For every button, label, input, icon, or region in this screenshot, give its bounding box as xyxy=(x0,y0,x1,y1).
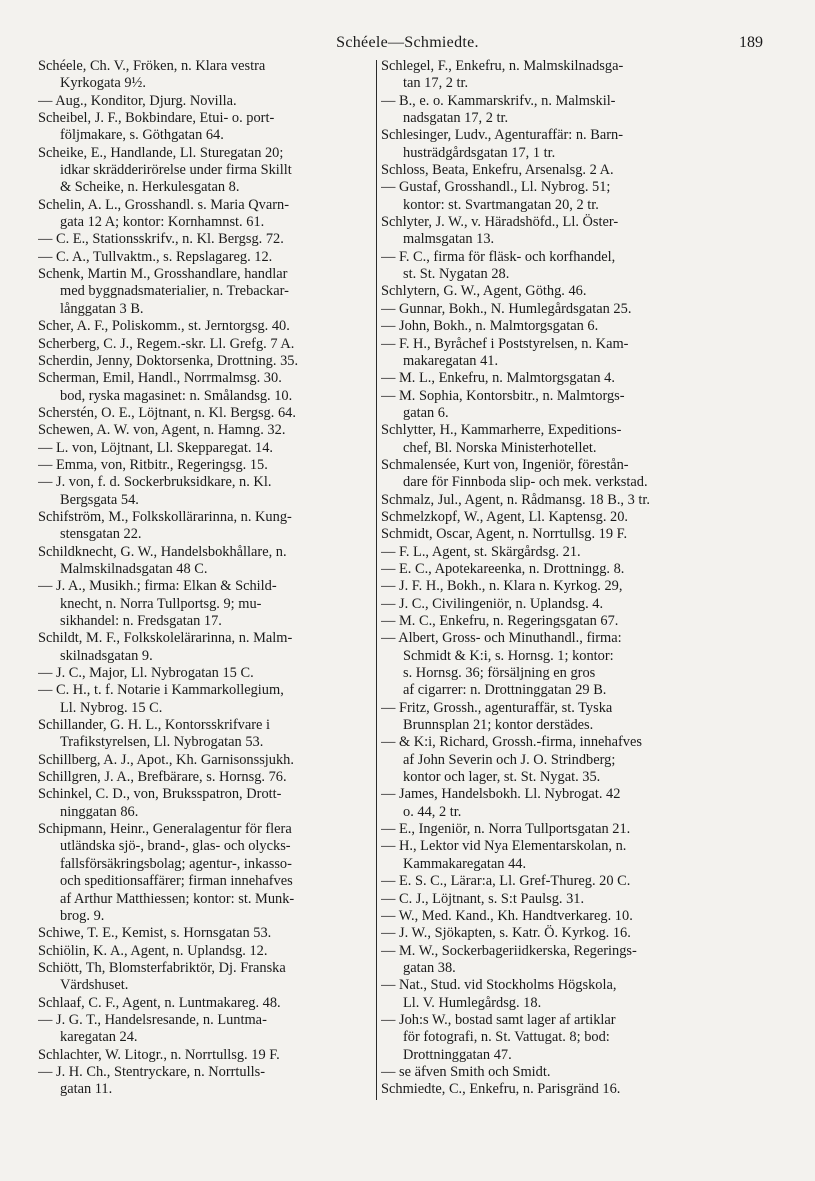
entry-line: — Aug., Konditor, Djurg. Novilla. xyxy=(38,92,237,109)
entry-line: nadsgatan 17, 2 tr. xyxy=(403,110,509,127)
entry-line: Scheibel, J. F., Bokbindare, Etui- o. port- xyxy=(38,110,275,127)
entry-line: — John, Bokh., n. Malmtorgsgatan 6. xyxy=(381,318,599,335)
entry-line: Schlegel, F., Enkefru, n. Malmskilnadsga- xyxy=(381,58,624,74)
entry-line: Värdshuset. xyxy=(60,977,129,994)
entry-line: Bergsgata 54. xyxy=(60,491,139,508)
entry-line: Schloss, Beata, Enkefru, Arsenalsg. 2 A. xyxy=(381,162,614,179)
entry-line: Schmidt, Oscar, Agent, n. Norrtullsg. 19 F. xyxy=(381,526,628,543)
entry-line: Schmalensée, Kurt von, Ingeniör, förestån- xyxy=(381,456,629,473)
entry-line: Schlesinger, Ludv., Agenturaffär: n. Barn- xyxy=(381,127,623,144)
entry-line: — J. A., Musikh.; firma: Elkan & Schild- xyxy=(38,578,277,595)
entry-line: bod, ryska magasinet: n. Smålandsg. 10. xyxy=(60,387,293,404)
entry-line: Kammakaregatan 44. xyxy=(403,855,527,872)
entry-line: — J. von, f. d. Sockerbruksidkare, n. Kl. xyxy=(38,474,272,491)
entry-line: gatan 11. xyxy=(60,1081,113,1098)
entry-line: — J. W., Sjökapten, s. Katr. Ö. Kyrkog. 16. xyxy=(381,925,631,942)
entry-line: — M. C., Enkefru, n. Regeringsgatan 67. xyxy=(381,613,619,629)
entry-line: — L. von, Löjtnant, Ll. Skepparegat. 14. xyxy=(38,439,274,456)
entry-line: följmakare, s. Göthgatan 64. xyxy=(60,127,224,144)
entry-line: fallsförsäkringsbolag; agentur-, inkasso- xyxy=(60,855,292,872)
entry-line: för fotografi, n. St. Vattugat. 8; bod: xyxy=(403,1029,610,1046)
entry-line: — Nat., Stud. vid Stockholms Högskola, xyxy=(381,977,617,994)
entry-line: Scherstén, O. E., Löjtnant, n. Kl. Bergsg. 64. xyxy=(38,404,296,421)
entry-line: — J. C., Civilingeniör, n. Uplandsg. 4. xyxy=(381,595,604,612)
entry-line: — Joh:s W., bostad samt lager af artiklar xyxy=(381,1011,616,1028)
entry-line: Schmalz, Jul., Agent, n. Rådmansg. 18 B., 3 tr. xyxy=(381,491,651,508)
entry-line: Scher, A. F., Poliskomm., st. Jerntorgsg. 40. xyxy=(38,318,290,335)
entry-line: — E., Ingeniör, n. Norra Tullportsgatan 21. xyxy=(381,821,631,838)
entry-line: Scherberg, C. J., Regem.-skr. Ll. Grefg. 7 A. xyxy=(38,335,295,352)
entry-line: Malmskilnadsgatan 48 C. xyxy=(60,560,208,577)
entry-line: — J. F. H., Bokh., n. Klara n. Kyrkog. 29, xyxy=(381,578,623,595)
entry-line: — M. L., Enkefru, n. Malmtorgsgatan 4. xyxy=(381,370,615,387)
entry-line: gatan 6. xyxy=(403,404,449,421)
entry-line: — J. C., Major, Ll. Nybrogatan 15 C. xyxy=(38,665,254,682)
entry-line: Schiött, Th, Blomsterfabriktör, Dj. Franska xyxy=(38,959,286,976)
entry-line: — & K:i, Richard, Grossh.-firma, innehafves xyxy=(381,734,642,751)
entry-line: — M. Sophia, Kontorsbitr., n. Malmtorgs- xyxy=(381,387,625,404)
entry-line: gatan 38. xyxy=(403,959,456,976)
entry-line: Trafikstyrelsen, Ll. Nybrogatan 53. xyxy=(60,734,264,751)
entry-line: Schlaaf, C. F., Agent, n. Luntmakareg. 48. xyxy=(38,994,281,1011)
entry-line: med byggnadsmaterialier, n. Trebackar- xyxy=(60,283,289,300)
entry-line: Schlytter, H., Kammarherre, Expeditions- xyxy=(381,422,622,439)
entry-line: o. 44, 2 tr. xyxy=(403,803,462,820)
entry-line: — C. H., t. f. Notarie i Kammarkollegium, xyxy=(38,682,284,699)
entry-line: — C. E., Stationsskrifv., n. Kl. Bergsg. 72. xyxy=(38,231,284,248)
running-title: Schéele—Schmiedte. xyxy=(336,34,479,51)
entry-line: kontor och lager, st. St. Nygat. 35. xyxy=(403,769,601,786)
entry-line: — Fritz, Grossh., agenturaffär, st. Tyska xyxy=(381,699,613,716)
entry-line: Schillgren, J. A., Brefbärare, s. Hornsg. 76. xyxy=(38,769,287,786)
entry-line: sikhandel: n. Fredsgatan 17. xyxy=(60,613,222,629)
entry-line: — C. J., Löjtnant, s. S:t Paulsg. 31. xyxy=(381,890,585,907)
entry-line: — F. L., Agent, st. Skärgårdsg. 21. xyxy=(381,543,581,560)
entry-line: Scherman, Emil, Handl., Norrmalmsg. 30. xyxy=(38,370,282,387)
entry-line: — E. S. C., Lärar:a, Ll. Gref-Thureg. 20 C. xyxy=(381,873,631,890)
column-divider xyxy=(376,60,377,1100)
entry-line: af Arthur Matthiessen; kontor: st. Munk- xyxy=(60,890,295,907)
entry-line: — Emma, von, Ritbitr., Regeringsg. 15. xyxy=(38,456,268,473)
entry-line: Scherdin, Jenny, Doktorsenka, Drottning. 35. xyxy=(38,352,299,369)
entry-line: makaregatan 41. xyxy=(403,352,499,369)
right-column xyxy=(381,58,783,1099)
entry-line: & Scheike, n. Herkulesgatan 8. xyxy=(60,179,240,196)
entry-line: Schlachter, W. Litogr., n. Norrtullsg. 19 F. xyxy=(38,1046,280,1063)
entry-line: husträdgårdsgatan 17, 1 tr. xyxy=(403,144,556,161)
entry-line: Schmidt & K:i, s. Hornsg. 1; kontor: xyxy=(403,647,614,664)
entry-line: af John Severin och J. O. Strindberg; xyxy=(403,751,616,768)
entry-line: — Gustaf, Grosshandl., Ll. Nybrog. 51; xyxy=(381,179,611,196)
entry-line: Ll. V. Humlegårdsg. 18. xyxy=(403,994,542,1011)
entry-line: Ll. Nybrog. 15 C. xyxy=(60,699,163,716)
entry-line: — H., Lektor vid Nya Elementarskolan, n. xyxy=(381,838,627,855)
entry-line: Schmelzkopf, W., Agent, Ll. Kaptensg. 20. xyxy=(381,508,629,525)
entry-line: Schifström, M., Folkskollärarinna, n. Kung- xyxy=(38,508,292,525)
running-head xyxy=(0,34,815,56)
entry-line: chef, Bl. Norska Ministerhotellet. xyxy=(403,439,597,456)
entry-line: — J. G. T., Handelsresande, n. Luntma- xyxy=(38,1011,267,1028)
entry-line: — E. C., Apotekareenka, n. Drottningg. 8. xyxy=(381,560,625,577)
entry-line: s. Hornsg. 36; försäljning en gros xyxy=(403,665,596,682)
page-number: 189 xyxy=(739,34,763,51)
entry-line: — J. H. Ch., Stentryckare, n. Norrtulls- xyxy=(38,1063,266,1080)
entry-line: — Albert, Gross- och Minuthandl., firma: xyxy=(381,630,622,647)
entry-line: — Gunnar, Bokh., N. Humlegårdsgatan 25. xyxy=(381,300,632,317)
entry-line: — James, Handelsbokh. Ll. Nybrogat. 42 xyxy=(381,786,621,803)
entry-line: och speditionsaffärer; firman innehafves xyxy=(60,873,293,890)
entry-line: knecht, n. Norra Tullportsg. 9; mu- xyxy=(60,595,262,612)
entry-line: långgatan 3 B. xyxy=(60,300,144,317)
entry-line: idkar skrädderirörelse under firma Skillt xyxy=(60,162,292,179)
entry-line: st. St. Nygatan 28. xyxy=(403,266,510,283)
entry-line: Schlyter, J. W., v. Häradshöfd., Ll. Öster- xyxy=(381,214,619,231)
entry-line: — F. H., Byråchef i Poststyrelsen, n. Kam- xyxy=(381,335,629,352)
left-column xyxy=(38,58,373,1099)
entry-line: gata 12 A; kontor: Kornhamnst. 61. xyxy=(60,214,265,231)
entry-line: Schillander, G. H. L., Kontorsskrifvare i xyxy=(38,717,271,734)
entry-line: — C. A., Tullvaktm., s. Repslagareg. 12. xyxy=(38,248,273,265)
entry-line: Schlytern, G. W., Agent, Göthg. 46. xyxy=(381,283,587,300)
entry-line: Schiwe, T. E., Kemist, s. Hornsgatan 53. xyxy=(38,925,272,942)
entry-line: karegatan 24. xyxy=(60,1029,138,1046)
entry-line: — se äfven Smith och Smidt. xyxy=(381,1063,551,1080)
entry-line: skilnadsgatan 9. xyxy=(60,647,153,664)
entry-line: — B., e. o. Kammarskrifv., n. Malmskil- xyxy=(381,92,616,109)
entry-line: malmsgatan 13. xyxy=(403,231,495,248)
entry-line: utländska sjö-, brand-, glas- och olycks- xyxy=(60,838,291,855)
entry-line: Schewen, A. W. von, Agent, n. Hamng. 32. xyxy=(38,422,286,439)
entry-line: stensgatan 22. xyxy=(60,526,142,543)
entry-line: — M. W., Sockerbageriidkerska, Regerings- xyxy=(381,942,637,959)
entry-line: Schillberg, A. J., Apot., Kh. Garnisonssjukh. xyxy=(38,751,294,768)
entry-line: Schmiedte, C., Enkefru, n. Parisgränd 16. xyxy=(381,1081,621,1098)
entry-line: Brunnsplan 21; kontor derstädes. xyxy=(403,717,594,734)
entry-line: tan 17, 2 tr. xyxy=(403,75,469,92)
entry-line: dare för Finnboda slip- och mek. verkstad. xyxy=(403,474,648,491)
entry-line: Schéele, Ch. V., Fröken, n. Klara vestra xyxy=(38,58,266,74)
entry-line: Schelin, A. L., Grosshandl. s. Maria Qvarn- xyxy=(38,196,289,213)
entry-line: brog. 9. xyxy=(60,907,105,924)
entry-line: Kyrkogata 9½. xyxy=(60,75,146,92)
entry-line: af cigarrer: n. Drottninggatan 29 B. xyxy=(403,682,607,699)
entry-line: Schildknecht, G. W., Handelsbokhållare, n. xyxy=(38,543,287,560)
entry-line: Schinkel, C. D., von, Bruksspatron, Drott- xyxy=(38,786,282,803)
entry-line: Scheike, E., Handlande, Ll. Sturegatan 20; xyxy=(38,144,284,161)
entry-line: — W., Med. Kand., Kh. Handtverkareg. 10. xyxy=(381,907,633,924)
entry-line: Schenk, Martin M., Grosshandlare, handlar xyxy=(38,266,288,283)
entry-line: Schipmann, Heinr., Generalagentur för flera xyxy=(38,821,292,838)
entry-line: Drottninggatan 47. xyxy=(403,1046,512,1063)
entry-line: ninggatan 86. xyxy=(60,803,139,820)
entry-line: Schildt, M. F., Folkskolelärarinna, n. Malm- xyxy=(38,630,293,647)
entry-line: — F. C., firma för fläsk- och korfhandel, xyxy=(381,248,616,265)
entry-line: Schiölin, K. A., Agent, n. Uplandsg. 12. xyxy=(38,942,268,959)
entry-line: kontor: st. Svartmangatan 20, 2 tr. xyxy=(403,196,599,213)
